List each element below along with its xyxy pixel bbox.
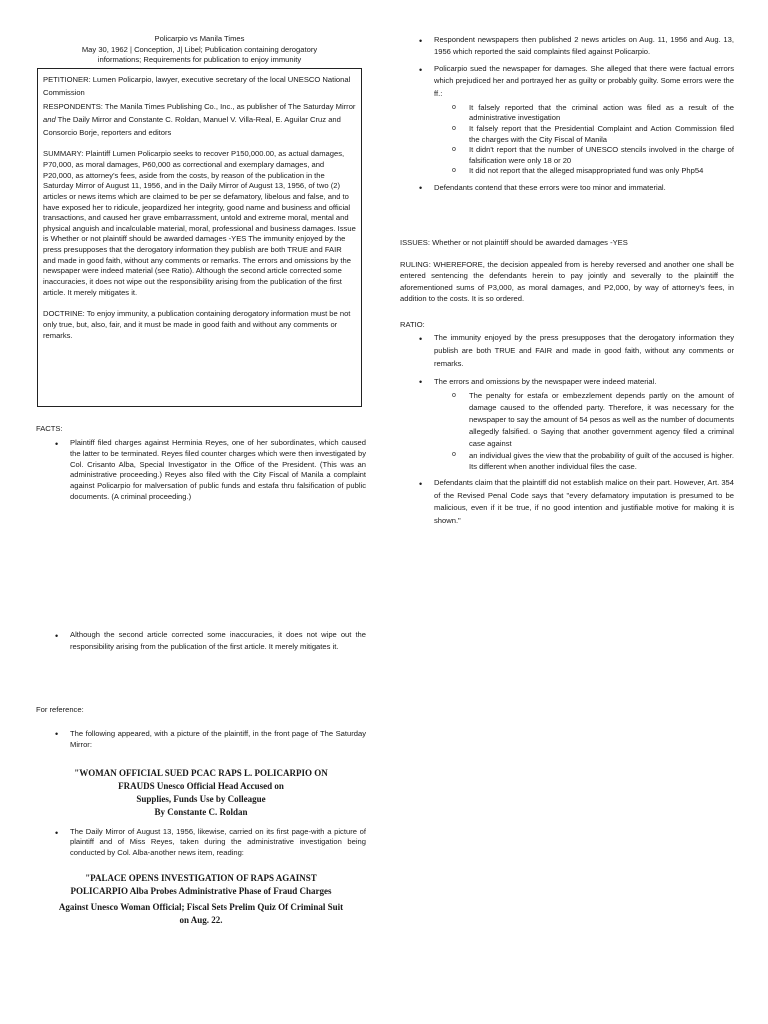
facts-section: [36, 423, 366, 508]
facts-item-2: • Although the second article corrected some inaccuracies, it does not wipe out the responsibility arising from the publication of the first article. It merely mitigates it.: [36, 629, 366, 653]
error-item-3: o It didn't report that the number of UNESCO stencils involved in the charge of falsification were only 18 or 20: [434, 145, 734, 166]
ratio-section: [400, 332, 734, 532]
error-item-4: o It did not report that the alleged misappropriated fund was only Php54: [434, 166, 734, 177]
facts-label: FACTS:: [36, 424, 63, 433]
facts-item-3: • Respondent newspapers then published 2 news articles on Aug. 11, 1956 and Aug. 13, 1956 which reported the said complaints filed against Policarpio.: [400, 34, 734, 58]
ratio-label: RATIO:: [400, 320, 425, 329]
reference-label: For reference:: [36, 705, 84, 714]
ratio-item-2: • The errors and omissions by the newspaper were indeed material. o The penalty for estafa or embezzlement depends partly on the amount of damage caused to the offended party. Therefore, it was necessary for the newspaper to say the amount of 54 pesos as well as the number of documents allegedly falsified. o Saying that another government agency filed a criminal case against o an individual gives the view that the probability of guilt of the accused is higher. Its different when another individual files the case.: [400, 376, 734, 473]
petitioner-text: PETITIONER: Lumen Policarpio, lawyer, executive secretary of the local UNESCO National Commission: [43, 75, 351, 98]
reference-item-2-block: [36, 827, 366, 863]
reference-item-1: • The following appeared, with a picture of the plaintiff, in the front page of The Saturday Mirror:: [36, 728, 366, 750]
headline-saturday-mirror: "WOMAN OFFICIAL SUED PCAC RAPS L. POLICARPIO ON FRAUDS Unesco Official Head Accused on Supplies, Funds Use by Colleague By Constante C. Roldan: [74, 768, 328, 818]
case-topic-line: informations; Requirements for publication to enjoy immunity: [97, 55, 302, 65]
reference-item-1-block: [36, 728, 366, 755]
ratio-sub-2: o an individual gives the view that the probability of guilt of the accused is higher. Its different when another individual files the case.: [434, 450, 734, 472]
error-item-2: o It falsely report that the Presidential Complaint and Action Commission filed the charges with the City Fiscal of Manila: [434, 124, 734, 145]
facts-continued: [400, 34, 734, 198]
error-item-1: o It falsely reported that the criminal action was filed as a result of the administrative investigation: [434, 103, 734, 124]
facts-item-2-block: [36, 629, 366, 658]
case-date-line: May 30, 1962 | Conception, J| Libel; Publication containing derogatory: [81, 44, 318, 54]
reference-item-2: • The Daily Mirror of August 13, 1956, likewise, carried on its first page-with a picture of plaintiff and of Miss Reyes, taken during the administrative investigation being conducted by Col. Alba-another news item, reading:: [36, 827, 366, 858]
issues-text: ISSUES: Whether or not plaintiff should be awarded damages -YES: [400, 238, 628, 247]
ratio-item-1: • The immunity enjoyed by the press presupposes that the derogatory information they publish are both TRUE and FAIR and made in good faith, without any comments or remarks.: [400, 332, 734, 371]
respondents-text: RESPONDENTS: The Manila Times Publishing Co., Inc., as publisher of The Saturday Mirror and The Daily Mirror and Constante C. Roldan, Manuel V. Villa-Real, E. Aguilar Cruz and Consorcio Borje, reporters and editors: [43, 101, 356, 138]
case-summary-box: [37, 68, 362, 407]
case-title: Policarpio vs Manila Times: [154, 34, 245, 43]
facts-item-1: • Plaintiff filed charges against Herminia Reyes, one of her subordinates, which caused the latter to be terminated. Reyes filed counter charges which were then investigated by Col. Crisanto Alba, Special Investigator in the Office of the President. (This was an administrative proceeding.) Reyes also filed with the City Fiscal of Manila a complaint against Policarpio for malversation of public funds and estafa thru falsification of public documents. (A criminal proceeding.): [36, 438, 366, 503]
ratio-sub-1: o The penalty for estafa or embezzlement depends partly on the amount of damage caused to the offended party. Therefore, it was necessary for the newspaper to say the amount of 54 pesos as well as the number of documents allegedly falsified. o Saying that another government agency filed a criminal case against: [434, 390, 734, 451]
facts-item-5: • Defendants contend that these errors were too minor and immaterial.: [400, 182, 734, 193]
facts-item-4: • Policarpio sued the newspaper for damages. She alleged that there were factual errors which prejudiced her and portrayed her as guilty or probably guilty. Some errors were the ff.: o It falsely reported that the criminal action was filed as a result of the administrative investigation o It falsely report that the Presidential Complaint and Action Commission filed the charges with the City Fiscal of Manila o It didn't report that the number of UNESCO stencils involved in the charge of falsification were only 18 or 20 o It did not report that the alleged misappropriated fund was only Php54: [400, 63, 734, 177]
ratio-item-3: • Defendants claim that the plaintiff did not establish malice on their part. However, Art. 354 of the Revised Penal Code says that "every defamatory imputation is presumed to be malicious, even if it be true, if no good intention and justifiable motive for making it is shown.": [400, 477, 734, 527]
summary-text: SUMMARY: Plaintiff Lumen Policarpio seeks to recover P150,000.00, as actual damages, P70,000, as moral damages, P60,000 as correctional and exemplary damages, and P20,000, as attorney's fees, aside from the costs, by reason of the publication in the Saturday Mirror of August 11, 1956, and in the Daily Mirror of August 13, 1956, of two (2) articles or news items which are claimed to be per se defamatory, libelous and false, and to have exposed her to ridicule, jeopardized her integrity, good name and business and official transactions, and caused her grave embarrassment, untold and extreme moral, mental and physical anguish and incalculable material, moral, professional and business damages. Issue is Whether or not plaintiff should be awarded damages -YES The immunity enjoyed by the press presupposes that the derogatory information they publish are both TRUE and FAIR and made in good faith, without any comments or remarks. The errors and omissions by the newspaper were indeed material (see Ratio). Although the second article corrected some inaccuracies, it does not wipe out the responsibility arising from the publication of the first article. It merely mitigates it.: [43, 149, 356, 297]
ruling-text: RULING: WHEREFORE, the decision appealed from is hereby reversed and another one shall be entered sentencing the defendants herein to pay jointly and severally to the plaintiff the aforementioned sums of P3,000, as moral damages, and P2,000, by way of attorney's fees, in addition to the costs. It is so ordered.: [400, 260, 734, 304]
headline-daily-mirror: "PALACE OPENS INVESTIGATION OF RAPS AGAINST POLICARPIO Alba Probes Administrative Phase of Fraud Charges Against Unesco Woman Official; Fiscal Sets Prelim Quiz Of Criminal Suit on Aug. 22.: [58, 873, 344, 926]
doctrine-text: DOCTRINE: To enjoy immunity, a publication containing derogatory information must be not only true, but, also, fair, and it must be made in good faith and without any comments or remarks.: [43, 309, 351, 341]
document-header: [36, 34, 363, 66]
